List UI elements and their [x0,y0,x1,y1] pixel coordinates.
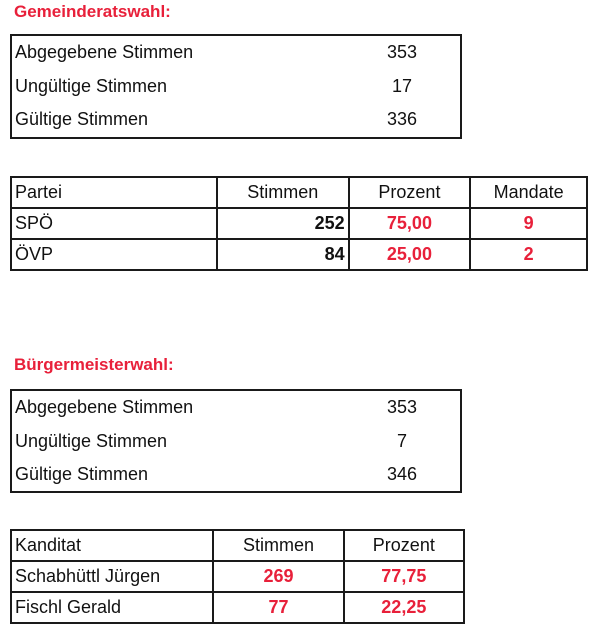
gemeinderat-summary-box [10,34,462,139]
table-header-row [11,177,587,208]
candidate-votes: 269 [213,561,343,592]
party-seats: 2 [470,239,587,270]
table-header-row [11,530,464,561]
header-mandate: Mandate [470,177,587,208]
party-name: SPÖ [11,208,217,239]
candidate-percent: 22,25 [344,592,464,623]
header-kanditat: Kanditat [11,530,213,561]
table-row [11,561,464,592]
buergermeister-summary-box [10,389,462,493]
header-stimmen: Stimmen [213,530,343,561]
party-votes: 84 [217,239,349,270]
summary-row-abgegeben [12,37,460,71]
summary-label: Gültige Stimmen [15,109,149,129]
summary-label: Ungültige Stimmen [15,430,168,451]
summary-label: Ungültige Stimmen [15,75,168,96]
gemeinderatswahl-heading: Gemeinderatswahl: [14,2,171,21]
header-stimmen: Stimmen [217,177,349,208]
summary-value: 336 [386,109,418,129]
summary-row-ungueltig [12,426,460,460]
summary-row-ungueltig [12,71,460,105]
summary-value: 346 [386,464,418,484]
summary-row-gueltig [12,459,460,493]
party-percent: 25,00 [349,239,471,270]
party-votes: 252 [217,208,349,239]
summary-row-gueltig [12,104,460,138]
candidate-name: Schabhüttl Jürgen [11,561,213,592]
party-name: ÖVP [11,239,217,270]
summary-value: 7 [396,430,407,451]
buergermeister-results-table [10,529,465,624]
party-seats: 9 [470,208,587,239]
summary-label: Abgegebene Stimmen [15,42,194,62]
summary-label: Gültige Stimmen [15,464,149,484]
summary-value: 353 [386,42,418,62]
summary-label: Abgegebene Stimmen [15,397,194,417]
candidate-votes: 77 [213,592,343,623]
candidate-percent: 77,75 [344,561,464,592]
summary-row-abgegeben [12,392,460,426]
summary-value: 353 [386,397,418,417]
header-prozent: Prozent [349,177,471,208]
candidate-name: Fischl Gerald [11,592,213,623]
party-percent: 75,00 [349,208,471,239]
header-prozent: Prozent [344,530,464,561]
header-partei: Partei [11,177,217,208]
gemeinderat-results-table [10,176,588,271]
summary-value: 17 [391,75,413,96]
table-row [11,239,587,270]
table-row [11,592,464,623]
buergermeisterwahl-heading: Bürgermeisterwahl: [14,355,174,374]
table-row [11,208,587,239]
